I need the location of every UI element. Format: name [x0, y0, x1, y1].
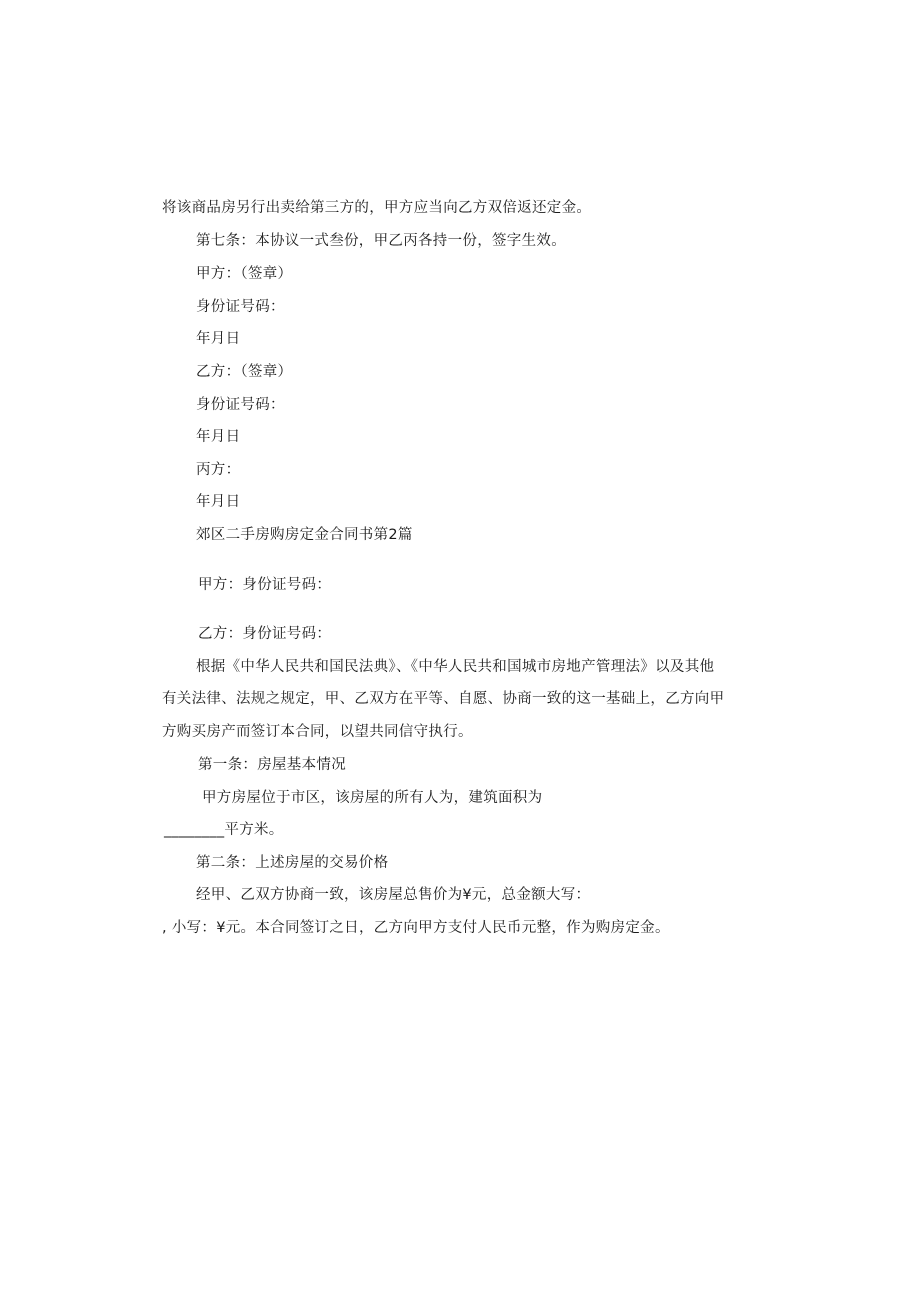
text-line: 根据《中华人民共和国民法典》、《中华人民共和国城市房地产管理法》以及其他 [196, 659, 715, 675]
text-line: 年月日 [196, 494, 241, 510]
text-line: 甲方：身份证号码： [198, 577, 332, 593]
text-line: 身份证号码： [196, 397, 285, 413]
text-line: 将该商品房另行出卖给第三方的，甲方应当向乙方双倍返还定金。 [162, 200, 592, 216]
text-line: 第二条：上述房屋的交易价格 [196, 855, 389, 871]
text-line: , 小写：¥元。本合同签订之日，乙方向甲方支付人民币元整，作为购房定金。 [162, 920, 670, 936]
text-line: 年月日 [196, 429, 241, 445]
text-line: 甲方：（签章） [196, 266, 293, 282]
text-line: 乙方：身份证号码： [198, 626, 332, 642]
text-line: 年月日 [196, 331, 241, 347]
text-line: 方购买房产而签订本合同，以望共同信守执行。 [162, 724, 473, 740]
text-line: 第七条：本协议一式叁份，甲乙丙各持一份，签字生效。 [196, 233, 566, 249]
text-line: 乙方：（签章） [196, 364, 293, 380]
text-line: 丙方： [196, 462, 241, 478]
text-line: 身份证号码： [196, 299, 285, 315]
text-line: 有关法律、法规之规定，甲、乙双方在平等、自愿、协商一致的这一基础上，乙方向甲 [162, 691, 725, 707]
text-line: 经甲、乙双方协商一致，该房屋总售价为¥元，总金额大写： [196, 887, 591, 903]
text-line: 甲方房屋位于市区，该房屋的所有人为，建筑面积为 [202, 790, 543, 806]
section-title: 郊区二手房购房定金合同书第2篇 [196, 527, 413, 543]
text-line: 第一条：房屋基本情况 [198, 757, 346, 773]
text-line: ________平方米。 [164, 822, 284, 838]
